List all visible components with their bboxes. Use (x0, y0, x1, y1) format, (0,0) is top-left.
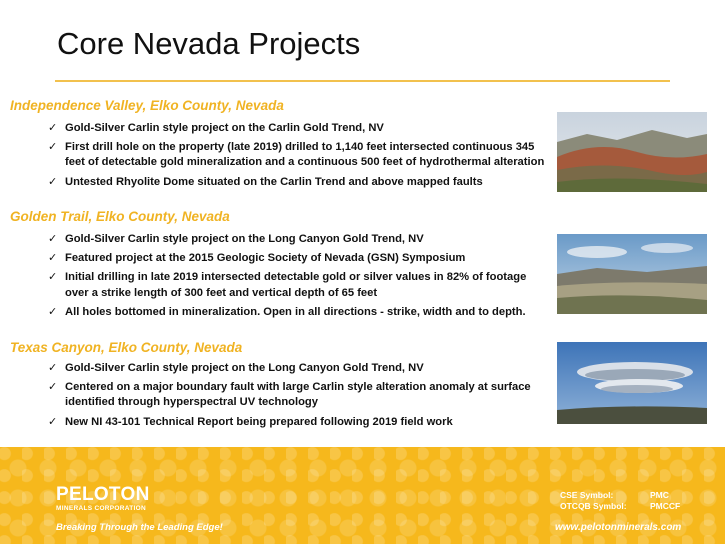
photo-golden-trail (557, 234, 707, 314)
website-link[interactable]: www.pelotonminerals.com (555, 522, 682, 533)
list-item: ✓ New NI 43-101 Technical Report being prepared following 2019 field work (48, 415, 546, 430)
check-icon: ✓ (48, 233, 58, 245)
photo-texas-canyon (557, 342, 707, 424)
list-item: ✓ Gold-Silver Carlin style project on the Long Canyon Gold Trend, NV (48, 361, 546, 376)
list-item: ✓ Untested Rhyolite Dome situated on the Carlin Trend and above mapped faults (48, 175, 546, 190)
photo-independence-valley (557, 112, 707, 192)
list-item: ✓ Initial drilling in late 2019 intersected detectable gold or silver values in 82% of footage over a strike length of 300 feet and vertical depth of 65 feet (48, 271, 527, 299)
check-icon: ✓ (48, 362, 58, 374)
list-item: ✓ All holes bottomed in mineralization. Open in all directions - strike, width and to depth. (48, 305, 546, 320)
list-item: ✓ Centered on a major boundary fault with large Carlin style alteration anomaly at surface identified through hyperspectral UV technology (48, 381, 531, 409)
company-logo-subtitle: MINERALS CORPORATION (56, 505, 147, 512)
section-heading-texas-canyon: Texas Canyon, Elko County, Nevada (10, 340, 243, 355)
section-heading-independence-valley: Independence Valley, Elko County, Nevada (10, 98, 284, 113)
check-icon: ✓ (48, 271, 58, 284)
list-item: ✓ Gold-Silver Carlin style project on the Carlin Gold Trend, NV (48, 121, 546, 136)
bullet-list-texas-canyon (48, 361, 546, 434)
bullet-list-independence-valley (48, 121, 546, 194)
check-icon: ✓ (48, 122, 58, 134)
otc-value: PMCCF (650, 501, 681, 511)
check-icon: ✓ (48, 305, 58, 318)
list-item: ✓ Gold-Silver Carlin style project on the Long Canyon Gold Trend, NV (48, 232, 546, 247)
check-icon: ✓ (48, 141, 58, 154)
bullet-list-golden-trail (48, 232, 546, 324)
list-item: ✓ Featured project at the 2015 Geologic Society of Nevada (GSN) Symposium (48, 251, 546, 266)
check-icon: ✓ (48, 415, 58, 428)
cse-value: PMC (650, 490, 669, 500)
check-icon: ✓ (48, 252, 58, 265)
slide-title: Core Nevada Projects (57, 26, 361, 61)
list-item: ✓ First drill hole on the property (late 2019) drilled to 1,140 feet intersected continuous 345 feet of detectable gold mineralization and a continuous 500 feet of hydrothermal alteration (48, 141, 545, 169)
cse-label: CSE Symbol: (560, 490, 614, 500)
title-divider (55, 80, 670, 82)
ticker-symbols (560, 490, 680, 512)
section-heading-golden-trail: Golden Trail, Elko County, Nevada (10, 209, 230, 224)
tagline: Breaking Through the Leading Edge! (56, 522, 223, 533)
check-icon: ✓ (48, 175, 58, 188)
check-icon: ✓ (48, 381, 58, 394)
otc-label: OTCQB Symbol: (560, 501, 627, 511)
company-logo: PELOTON (56, 484, 150, 505)
